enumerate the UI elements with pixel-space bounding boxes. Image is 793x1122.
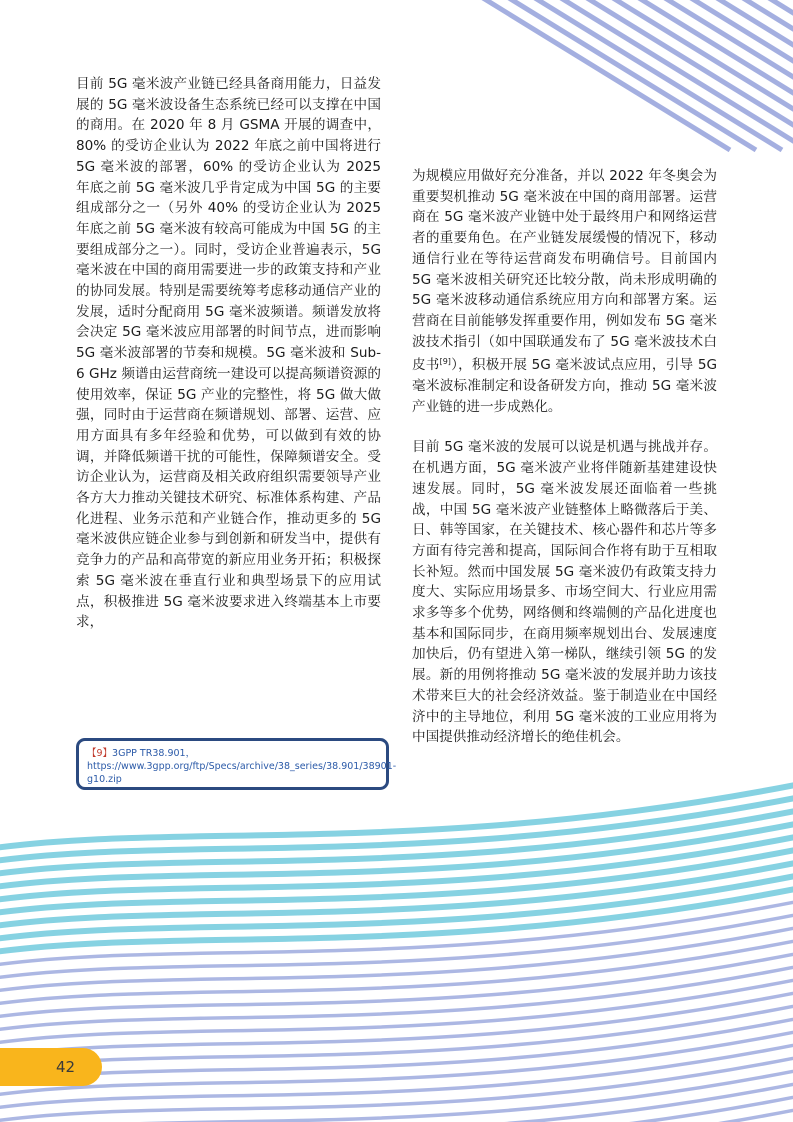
right-column: [412, 166, 717, 748]
wave-line: [0, 780, 793, 850]
wave-line: [0, 1001, 793, 1071]
footnote-reference[interactable]: [9]: [439, 357, 451, 367]
wave-line: [0, 1066, 793, 1122]
wave-line: [0, 1040, 793, 1110]
wave-line: [0, 1053, 793, 1122]
wave-line: [0, 936, 793, 1006]
right-paragraph-1-text-end: ），积极开展 5G 毫米波试点应用，引导 5G 毫米波标准制定和设备研发方向，推动 5G 毫米波产业链的进一步成熟化。: [412, 357, 717, 415]
right-paragraph-1-text: 为规模应用做好充分准备，并以 2022 年冬奥会为重要契机推动 5G 毫米波在中国的商用部署。运营商在 5G 毫米波产业链中处于最终用户和网络运营者的重要角色。在产业链发展缓慢的情况下，移动通信行业在等待运营商发布明确信号。目前国内 5G 毫米波相关研究还比较分散，尚未形成明确的 5G 毫米波移动通信系统应用方向和部署方案。运营商在目前能够发挥重要作用，例如发布 5G 毫米波技术指引（如中国联通发布了 5G 毫米波技术白皮书: [412, 168, 717, 374]
wave-line: [0, 988, 793, 1058]
left-column: [76, 74, 381, 633]
wave-line: [0, 949, 793, 1019]
wave-line: [0, 962, 793, 1032]
page-number: 42: [56, 1058, 76, 1076]
page-number-tab: [0, 1048, 102, 1086]
right-paragraph-2: 目前 5G 毫米波的发展可以说是机遇与挑战并存。在机遇方面，5G 毫米波产业将伴随新基建建设快速发展。同时，5G 毫米波发展还面临着一些挑战，中国 5G 毫米波产业链整体上略微落后于美、日、韩等国家，在关键技术、核心器件和芯片等多方面有待完善和提高，国际间合作将有助于互相取长补短。然而中国发展 5G 毫米波仍有政策支持力度大、实际应用场景多、市场空间大、行业应用需求多等多个优势，网络侧和终端侧的产品化进度也基本和国际同步，在商用频率规划出台、发展速度加快后，仍有望进入第一梯队，继续引领 5G 的发展。新的用例将推动 5G 毫米波的发展并助力该技术带来巨大的社会经济效益。鉴于制造业在中国经济中的主导地位，利用 5G 毫米波的工业应用将为中国提供推动经济增长的绝佳机会。: [412, 439, 717, 746]
wave-line: [0, 1105, 793, 1122]
bottom-wave-pattern: [0, 780, 793, 1122]
right-paragraph-1: [412, 166, 717, 417]
footnote-box: [76, 738, 397, 790]
wave-line: [0, 975, 793, 1045]
left-paragraph: 目前 5G 毫米波产业链已经具备商用能力，日益发展的 5G 毫米波设备生态系统已经可以支撑在中国的商用。在 2020 年 8 月 GSMA 开展的调查中，80% 的受访企业认为 2022 年底之前中国将进行 5G 毫米波的部署，60% 的受访企业认为 2025 年底之前 5G 毫米波几乎肯定成为中国 5G 的主要组成部分之一（另外 40% 的受访企业认为 2025 年底之前 5G 毫米波有较高可能成为中国 5G 的主要组成部分之一）。同时，受访企业普遍表示，5G 毫米波在中国的商用需要进一步的政策支持和产业的协同发展。特别是需要统筹考虑移动通信产业的发展，适时分配商用 5G 毫米波频谱。频谱发放将会决定 5G 毫米波应用部署的时间节点，进而影响 5G 毫米波部署的节奏和规模。5G 毫米波和 Sub-6 GHz 频谱由运营商统一建设可以提高频谱资源的使用效率，保证 5G 产业的完整性，将 5G 做大做强，同时由于运营商在频谱规划、部署、运营、应用方面具有多年经验和优势，可以做到有效的协调，并降低频谱干扰的可能性，保障频谱安全。受访企业认为，运营商及相关政府组织需要领导产业各方大力推动关键技术研究、标准体系构建、产品化进程、业务示范和产业链合作，推动更多的 5G 毫米波供应链企业参与到创新和研发当中，提供有竞争力的产品和高带宽的新应用业务开拓；积极探索 5G 毫米波在垂直行业和典型场景下的应用试点，积极推进 5G 毫米波要求进入终端基本上市要求，: [76, 76, 381, 631]
wave-line: [0, 1014, 793, 1084]
footnote-text[interactable]: 3GPP TR38.901，https://www.3gpp.org/ftp/Specs/archive/38_series/38.901/38901-g10.zip: [87, 748, 397, 785]
wave-line: [0, 1027, 793, 1097]
top-right-stripes: [470, 0, 793, 150]
footnote-mark: 【9】: [87, 748, 113, 759]
